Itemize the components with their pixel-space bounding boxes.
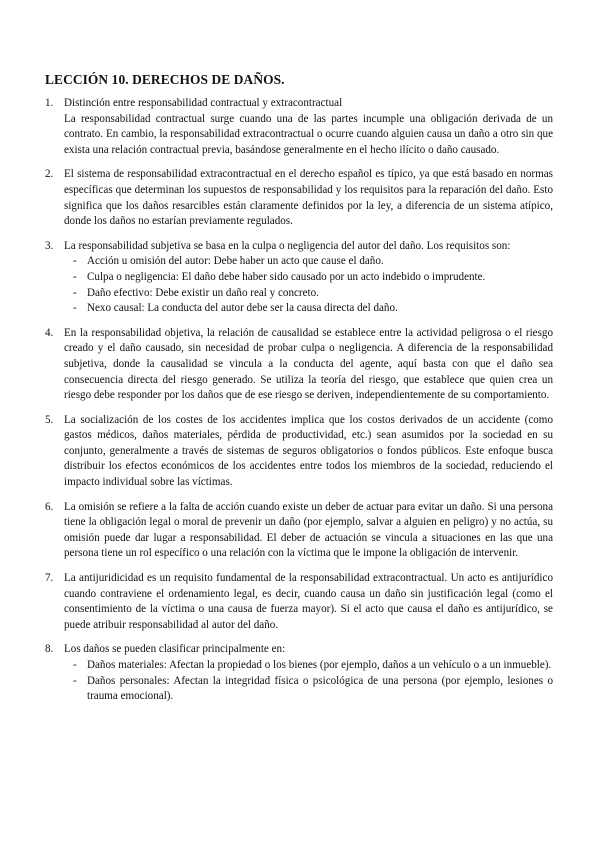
- sub-list-item: - Daño efectivo: Debe existir un daño real y concreto.: [73, 286, 553, 302]
- item-text: La antijuridicidad es un requisito fundamental de la responsabilidad extracontractual. Un acto es antijurídico cuando contraviene el ordenamiento legal, es decir, cuando causa un daño sin justificación legal (como el consentimiento de la víctima o una causa de fuerza mayor). Si el acto que causa el daño es antijurídico, se puede atribuir responsabilidad al autor del daño.: [64, 572, 553, 631]
- list-item-1: [45, 96, 553, 158]
- item-text: La omisión se refiere a la falta de acción cuando existe un deber de actuar para evitar un daño. Si una persona tiene la obligación legal o moral de prevenir un daño (por ejemplo, salvar a alguien en peligro) y no actúa, su omisión puede dar lugar a responsabilidad. El deber de actuación se vincula a situaciones en las que una persona tiene un rol específico o una relación con la víctima que le impone la obligación de intervenir.: [64, 500, 553, 560]
- dash-bullet: -: [73, 255, 77, 268]
- item-text: En la responsabilidad objetiva, la relación de causalidad se establece entre la actividad peligrosa o el riesgo creado y el daño causado, sin necesidad de probar culpa o negligencia. A diferencia de la responsabilidad subjetiva, donde la causalidad se vincula a la conducta del agente, aquí basta con que el daño sea consecuencia directa del riesgo generado. Se utiliza la teoría del riesgo, que establece que quien crea un riesgo debe responder por los daños que de ese riesgo se deriven, independientemente de su comportamiento.: [64, 326, 553, 402]
- item-text: Los daños se pueden clasificar principalmente en:: [64, 643, 286, 656]
- item-number: 6.: [45, 500, 54, 513]
- item-number: 7.: [45, 572, 54, 585]
- sub-list-item: - Daños personales: Afectan la integridad física o psicológica de una persona (por ejemplo, lesiones o trauma emocional).: [73, 674, 553, 703]
- sub-list: [64, 658, 553, 705]
- sub-list-item: - Daños materiales: Afectan la propiedad o los bienes (por ejemplo, daños a un vehículo o a un inmueble).: [73, 658, 553, 674]
- dash-bullet: -: [73, 302, 77, 315]
- list-item-4: [45, 326, 553, 404]
- lesson-title: LECCIÓN 10. DERECHOS DE DAÑOS.: [45, 72, 285, 87]
- list-item-6: [45, 500, 553, 562]
- list-item-8: [45, 642, 553, 704]
- list-item-2: [45, 167, 553, 229]
- sub-list-item: - Acción u omisión del autor: Debe haber un acto que cause el daño.: [73, 254, 553, 270]
- item-heading: Distinción entre responsabilidad contractual y extracontractual: [64, 97, 343, 109]
- item-number: 8.: [45, 643, 54, 656]
- dash-bullet: -: [73, 659, 77, 671]
- item-text: La responsabilidad subjetiva se basa en la culpa o negligencia del autor del daño. Los requisitos son:: [64, 239, 511, 252]
- item-number: 1.: [45, 97, 54, 109]
- list-item-7: [45, 571, 553, 633]
- item-text: La responsabilidad contractual surge cuando una de las partes incumple una obligación derivada de un contrato. En cambio, la responsabilidad extracontractual o ocurre cuando alguien causa un daño a otro sin que exista una relación contractual previa, basándose generalmente en el hecho ilícito o daño causado.: [64, 112, 553, 156]
- item-text: El sistema de responsabilidad extracontractual en el derecho español es típico, ya que está basado en normas específicas que determinan los supuestos de responsabilidad y los requisitos para la reparación del daño. Esto significa que los daños resarcibles están claramente definidos por la ley, a diferencia de un sistema atípico, donde los daños no estarían previamente regulados.: [64, 168, 553, 228]
- dash-bullet: -: [73, 674, 77, 687]
- dash-bullet: -: [73, 270, 77, 283]
- numbered-list: [45, 96, 553, 705]
- item-number: 3.: [45, 239, 54, 252]
- item-text: La socialización de los costes de los accidentes implica que los costos derivados de un accidente (como gastos médicos, daños materiales, pérdida de productividad, etc.) sean asumidos por la sociedad en su conjunto, generalmente a través de sistemas de seguros obligatorios o fondos públicos. Este enfoque busca distribuir los efectos económicos de los accidentes entre todos los miembros de la sociedad, reduciendo el impacto individual sobre las víctimas.: [64, 413, 553, 489]
- item-number: 2.: [45, 168, 54, 181]
- item-number: 5.: [45, 413, 54, 426]
- list-item-3: [45, 239, 553, 317]
- list-item-5: [45, 413, 553, 491]
- dash-bullet: -: [73, 286, 77, 299]
- sub-list-item: - Nexo causal: La conducta del autor debe ser la causa directa del daño.: [73, 301, 553, 317]
- sub-list-item: - Culpa o negligencia: El daño debe haber sido causado por un acto indebido o imprudente.: [73, 270, 553, 286]
- item-number: 4.: [45, 326, 54, 339]
- sub-list: [64, 254, 553, 316]
